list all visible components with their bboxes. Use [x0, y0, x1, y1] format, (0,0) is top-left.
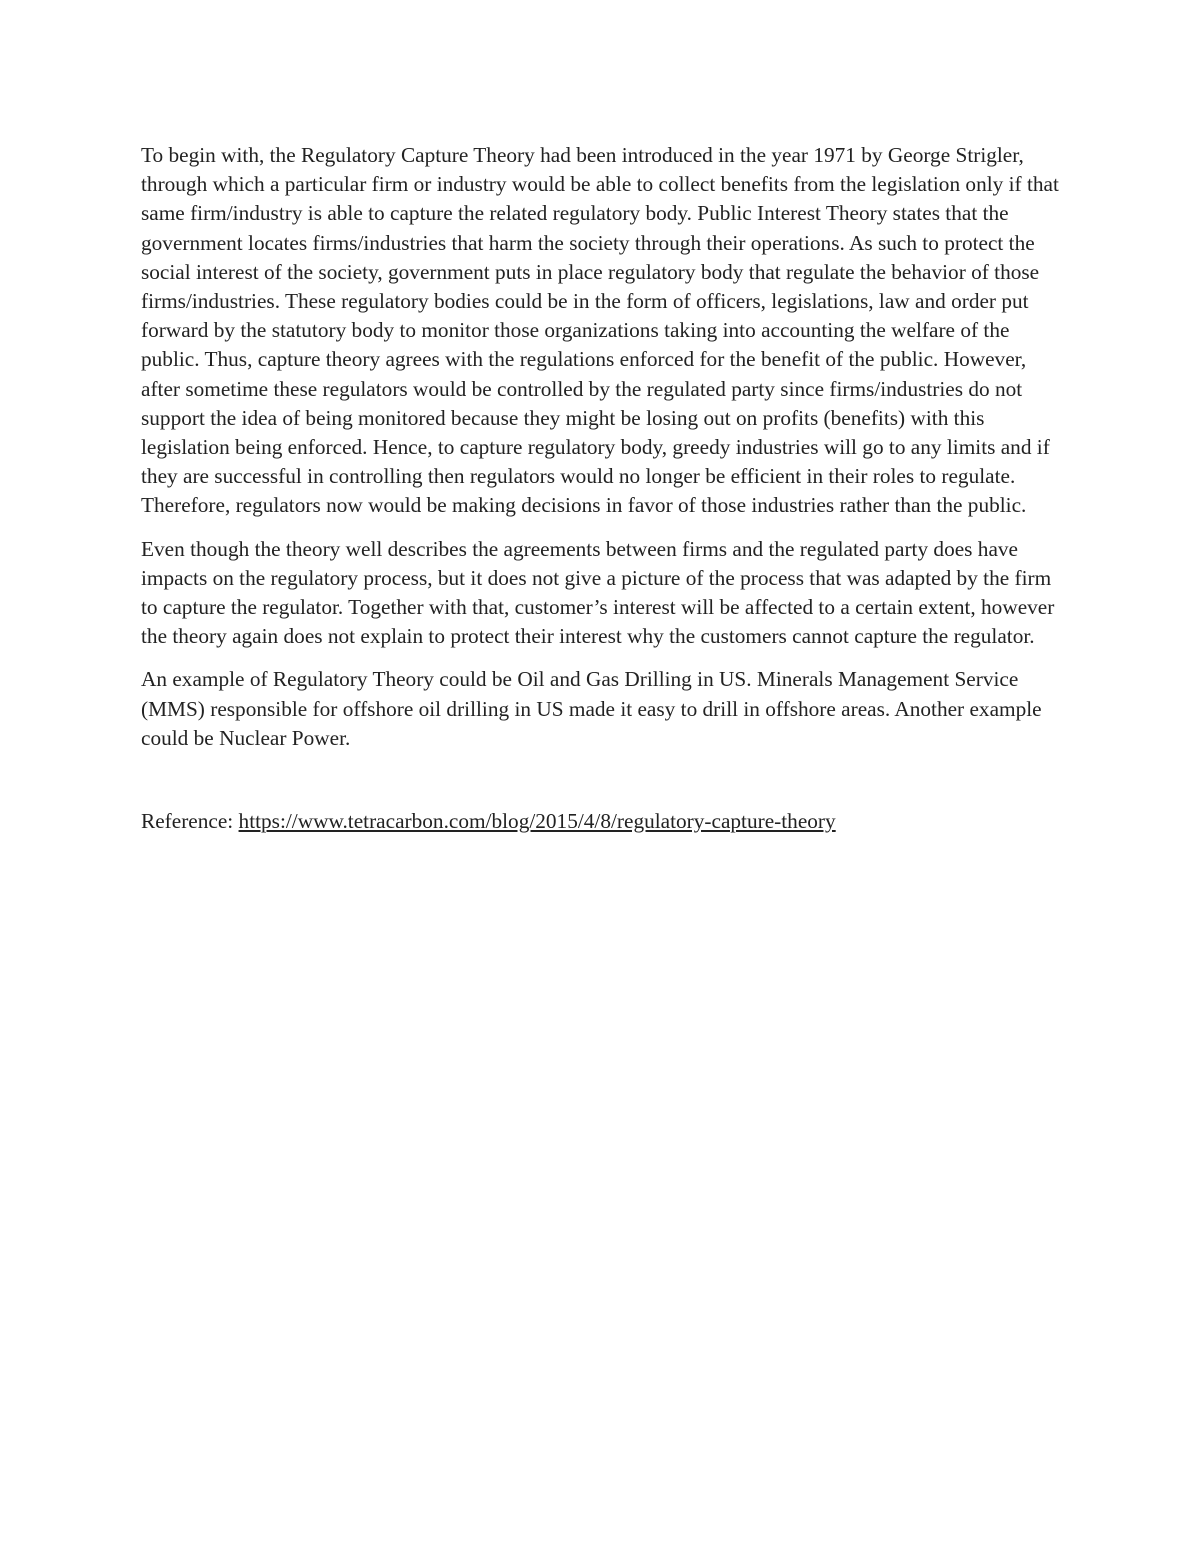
paragraph-examples: An example of Regulatory Theory could be Oil and Gas Drilling in US. Minerals Management Service (MMS) responsible for offshore oil drilling in US made it easy to drill in offshore areas. Another example could be Nuclear Power.	[141, 667, 1042, 750]
blank-line	[141, 767, 1061, 807]
reference-label: Reference:	[141, 809, 239, 834]
paragraph-regulatory-capture-intro: To begin with, the Regulatory Capture Theory had been introduced in the year 1971 by George Strigler, through which a particular firm or industry would be able to collect benefits from the legislation only if that same firm/industry is able to capture the related regulatory body. Public Interest Theory states that the government locates firms/industries that harm the society through their operations. As such to protect the social interest of the society, government puts in place regulatory body that regulate the behavior of those firms/industries. These regulatory bodies could be in the form of officers, legislations, law and order put forward by the statutory body to monitor those organizations taking into accounting the welfare of the public. Thus, capture theory agrees with the regulations enforced for the benefit of the public. However, after sometime these regulators would be controlled by the regulated party since firms/industries do not support the idea of being monitored because they might be losing out on profits (benefits) with this legislation being enforced. Hence, to capture regulatory body, greedy industries will go to any limits and if they are successful in controlling then regulators would no longer be efficient in their roles to regulate. Therefore, regulators now would be making decisions in favor of those industries rather than the public.	[141, 143, 1059, 518]
document-body	[141, 141, 1061, 836]
reference-link[interactable]: https://www.tetracarbon.com/blog/2015/4/8/regulatory-capture-theory	[238, 809, 836, 834]
reference-line	[141, 807, 1061, 836]
paragraph-theory-critique: Even though the theory well describes the agreements between firms and the regulated party does have impacts on the regulatory process, but it does not give a picture of the process that was adapted by the firm to capture the regulator. Together with that, customer’s interest will be affected to a certain extent, however the theory again does not explain to protect their interest why the customers cannot capture the regulator.	[141, 536, 1055, 649]
